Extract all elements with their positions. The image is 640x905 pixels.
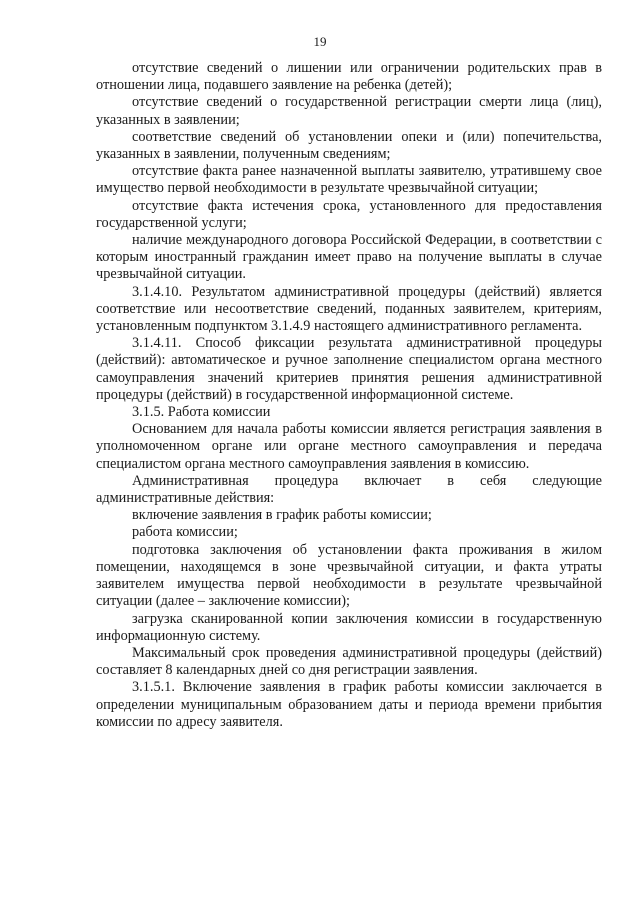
paragraph: отсутствие факта истечения срока, установленного для предоставления государственной услуги; [96, 197, 602, 231]
paragraph: Административная процедура включает в себя следующие административные действия: [96, 472, 602, 507]
paragraph: Основанием для начала работы комиссии является регистрация заявления в уполномоченном органе или органе местного самоуправления и передача специалистом органа местного самоуправления заявления в комиссию. [96, 421, 602, 472]
paragraph: отсутствие факта ранее назначенной выплаты заявителю, утратившему свое имущество первой необходимости в результате чрезвычайной ситуации; [96, 163, 602, 197]
paragraph: соответствие сведений об установлении опеки и (или) попечительства, указанных в заявлении, полученным сведениям; [96, 128, 602, 163]
list-item: работа комиссии; [132, 524, 238, 541]
list-item: включение заявления в график работы комиссии; [132, 507, 432, 524]
paragraph: 3.1.4.11. Способ фиксации результата административной процедуры (действий): автоматическое и ручное заполнение специалистом органа местного самоуправления значений критериев принятия решения административной процедуры (действий) в государственной информационной системе. [96, 335, 602, 403]
paragraph: Максимальный срок проведения административной процедуры (действий) составляет 8 календарных дней со дня регистрации заявления. [96, 644, 602, 679]
document-body [96, 60, 602, 731]
section-heading: 3.1.5. Работа комиссии [132, 404, 271, 421]
paragraph: отсутствие сведений о государственной регистрации смерти лица (лиц), указанных в заявлении; [96, 94, 602, 128]
list-item: подготовка заключения об установлении факта проживания в жилом помещении, находящемся в зоне чрезвычайной ситуации, и факта утраты заявителем имущества первой необходимости в результате чрезвычайной ситуации (далее – заключение комиссии); [96, 541, 602, 610]
paragraph: 3.1.4.10. Результатом административной процедуры (действий) является соответствие или несоответствие сведений, поданных заявителем, критериям, установленным подпунктом 3.1.4.9 настоящего административного регламента. [96, 283, 602, 335]
page-number: 19 [313, 34, 327, 49]
paragraph: наличие международного договора Российской Федерации, в соответствии с которым иностранный гражданин имеет право на получение выплаты в случае чрезвычайной ситуации. [96, 232, 602, 283]
paragraph: отсутствие сведений о лишении или ограничении родительских прав в отношении лица, подавшего заявление на ребенка (детей); [96, 60, 602, 94]
paragraph: 3.1.5.1. Включение заявления в график работы комиссии заключается в определении муниципальным образованием даты и периода времени прибытия комиссии по адресу заявителя. [96, 679, 602, 730]
list-item: загрузка сканированной копии заключения комиссии в государственную информационную систему. [96, 610, 602, 644]
